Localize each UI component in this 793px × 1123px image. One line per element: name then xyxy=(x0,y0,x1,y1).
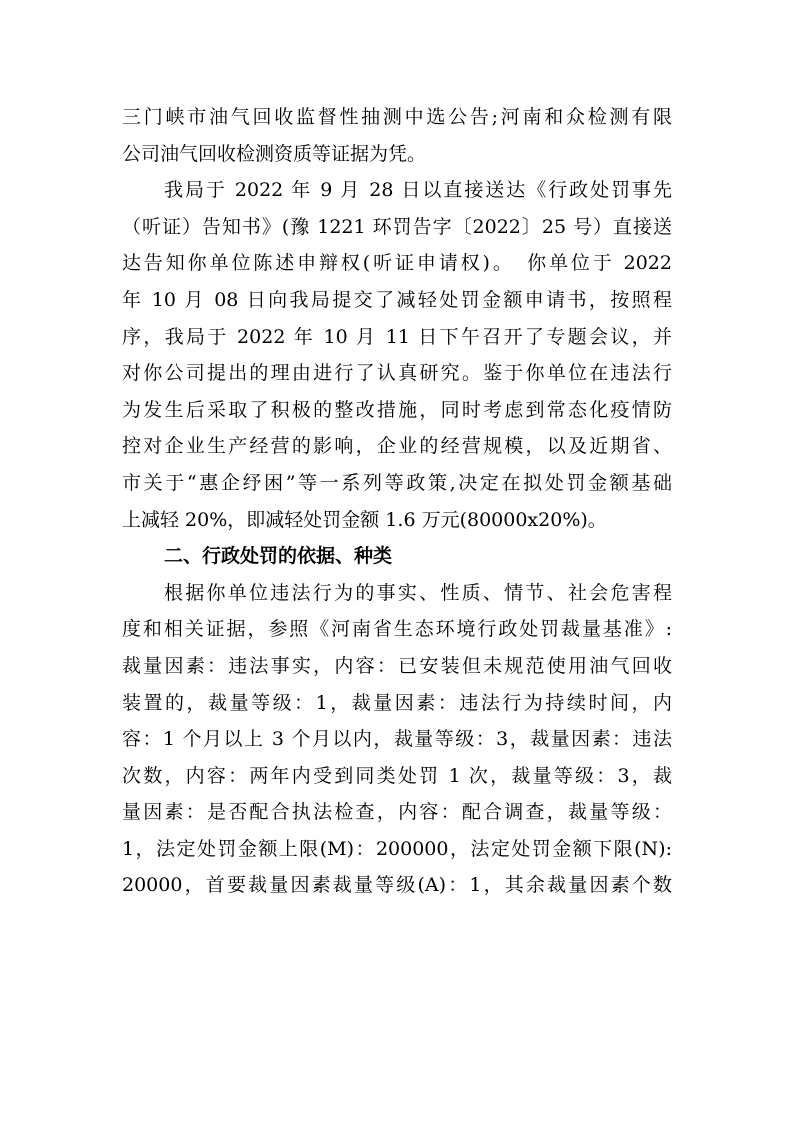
document-body xyxy=(122,99,672,904)
text-line: 年 10 月 08 日向我局提交了减轻处罚金额申请书，按照程 xyxy=(122,288,672,311)
text-line: 三门峡市油气回收监督性抽测中选公告;河南和众检测有限 xyxy=(122,106,672,128)
text-line: 对你公司提出的理由进行了认真研究。鉴于你单位在违法行 xyxy=(122,362,672,385)
text-line: 为发生后采取了积极的整改措施，同时考虑到常态化疫情防 xyxy=(122,398,672,421)
text-line: 20000，首要裁量因素裁量等级(A)：1，其余裁量因素个数 xyxy=(122,874,672,897)
text-line: 1，法定处罚金额上限(M)：200000，法定处罚金额下限(N): xyxy=(122,837,672,860)
text-line: 根据你单位违法行为的事实、性质、情节、社会危害程 xyxy=(164,581,672,604)
text-line: 装置的，裁量等级：1，裁量因素：违法行为持续时间，内 xyxy=(122,691,672,714)
section-heading: 二、行政处罚的依据、种类 xyxy=(164,545,393,568)
text-line: 市关于“惠企纾困”等一系列等政策,决定在拟处罚金额基础 xyxy=(122,471,672,494)
text-line: 上减轻 20%，即减轻处罚金额 1.6 万元(80000x20%)。 xyxy=(122,508,607,531)
text-line: 公司油气回收检测资质等证据为凭。 xyxy=(122,142,427,165)
text-line: 次数，内容：两年内受到同类处罚 1 次，裁量等级：3，裁 xyxy=(122,764,672,787)
text-line: （听证）告知书》(豫 1221 环罚告字〔2022〕25 号）直接送 xyxy=(122,215,672,238)
text-line: 容：1 个月以上 3 个月以内，裁量等级：3，裁量因素：违法 xyxy=(122,728,672,751)
text-line: 量因素：是否配合执法检查，内容：配合调查，裁量等级： xyxy=(122,801,672,824)
text-line: 序，我局于 2022 年 10 月 11 日下午召开了专题会议，并 xyxy=(122,325,672,348)
text-line: 裁量因素：违法事实，内容：已安装但未规范使用油气回收 xyxy=(122,654,672,677)
text-line: 度和相关证据，参照《河南省生态环境行政处罚裁量基准》: xyxy=(122,618,672,641)
text-line: 我局于 2022 年 9 月 28 日以直接送达《行政处罚事先 xyxy=(164,179,672,202)
text-line: 达告知你单位陈述申辩权(听证申请权)。 你单位于 2022 xyxy=(122,252,672,275)
text-line: 控对企业生产经营的影响，企业的经营规模，以及近期省、 xyxy=(122,435,672,458)
